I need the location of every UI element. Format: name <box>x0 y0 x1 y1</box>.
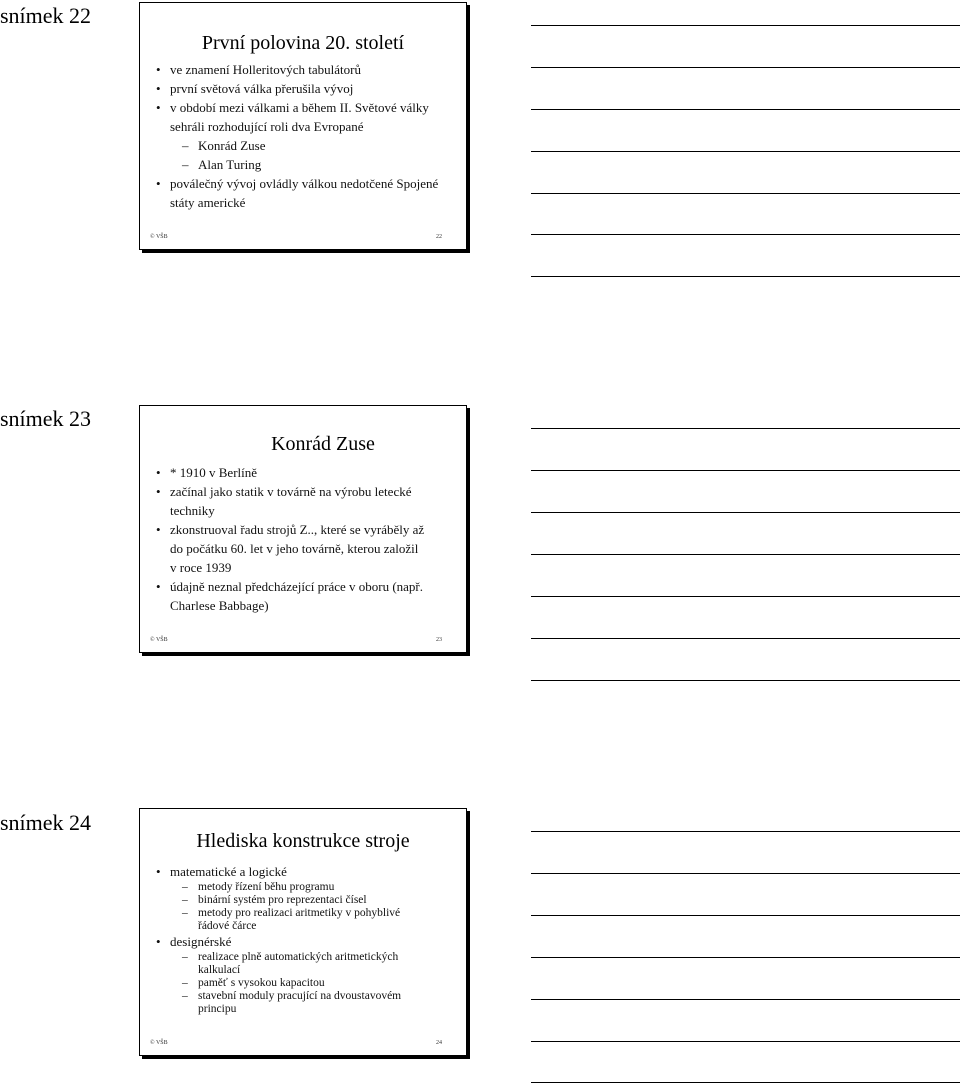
slide-24 <box>139 808 467 1056</box>
slide-title: První polovina 20. století <box>201 32 405 54</box>
note-line <box>531 428 960 429</box>
sub-item: – realizace plně automatických aritmetických kalkulací <box>156 951 456 977</box>
bullet-item: • údajně neznal předcházející práce v oboru (např. Charlese Babbage) <box>156 577 456 615</box>
bullet-item: • poválečný vývoj ovládly válkou nedotčené Spojené státy americké <box>156 174 456 212</box>
sub-item: – Konrád Zuse <box>156 136 456 155</box>
note-line <box>531 957 960 958</box>
note-line <box>531 915 960 916</box>
sub-item: – stavební moduly pracující na dvoustavovém principu <box>156 990 456 1016</box>
footer-page-number: 23 <box>436 637 442 643</box>
slide-title: Konrád Zuse <box>271 433 375 455</box>
note-line <box>531 512 960 513</box>
sub-item: – metody řízení běhu programu <box>156 881 456 894</box>
bullet-list <box>156 863 456 1016</box>
bullet-list <box>156 463 456 615</box>
slide-title: Hlediska konstrukce stroje <box>196 830 410 852</box>
footer-copyright: © VŠB <box>150 1040 168 1046</box>
sub-item: – paměť s vysokou kapacitou <box>156 977 456 990</box>
bullet-item: • zkonstruoval řadu strojů Z.., které se vyráběly až do počátku 60. let v jeho továrně, kterou založil v roce 1939 <box>156 520 456 577</box>
slide-label-22: snímek 22 <box>0 3 92 28</box>
note-line <box>531 873 960 874</box>
footer-copyright: © VŠB <box>150 637 168 643</box>
bullet-item: • začínal jako statik v továrně na výrobu letecké techniky <box>156 482 456 520</box>
note-line <box>531 276 960 277</box>
slide-23 <box>139 405 467 653</box>
note-line <box>531 470 960 471</box>
note-line <box>531 554 960 555</box>
note-line <box>531 109 960 110</box>
note-line <box>531 151 960 152</box>
slide-label-23: snímek 23 <box>0 406 92 431</box>
note-line <box>531 67 960 68</box>
bullet-item: • ve znamení Holleritových tabulátorů <box>156 60 456 79</box>
note-line <box>531 638 960 639</box>
footer-page-number: 24 <box>436 1040 442 1046</box>
bullet-item: • * 1910 v Berlíně <box>156 463 456 482</box>
note-line <box>531 193 960 194</box>
note-line <box>531 234 960 235</box>
note-line <box>531 25 960 26</box>
note-line <box>531 1041 960 1042</box>
bullet-item: • první světová válka přerušila vývoj <box>156 79 456 98</box>
sub-item: – Alan Turing <box>156 155 456 174</box>
bullet-list <box>156 60 456 212</box>
bullet-item: • designérské <box>156 933 456 951</box>
slide-22 <box>139 2 467 250</box>
slide-label-24: snímek 24 <box>0 810 92 835</box>
note-line <box>531 596 960 597</box>
note-line <box>531 1082 960 1083</box>
footer-copyright: © VŠB <box>150 234 168 240</box>
note-line <box>531 680 960 681</box>
footer-page-number: 22 <box>436 234 442 240</box>
sub-item: – metody pro realizaci aritmetiky v pohyblivé řádové čárce <box>156 907 456 933</box>
bullet-item: • v období mezi válkami a během II. Světové války sehráli rozhodující roli dva Evropané <box>156 98 456 136</box>
note-line <box>531 831 960 832</box>
note-line <box>531 999 960 1000</box>
bullet-item: • matematické a logické <box>156 863 456 881</box>
sub-item: – binární systém pro reprezentaci čísel <box>156 894 456 907</box>
